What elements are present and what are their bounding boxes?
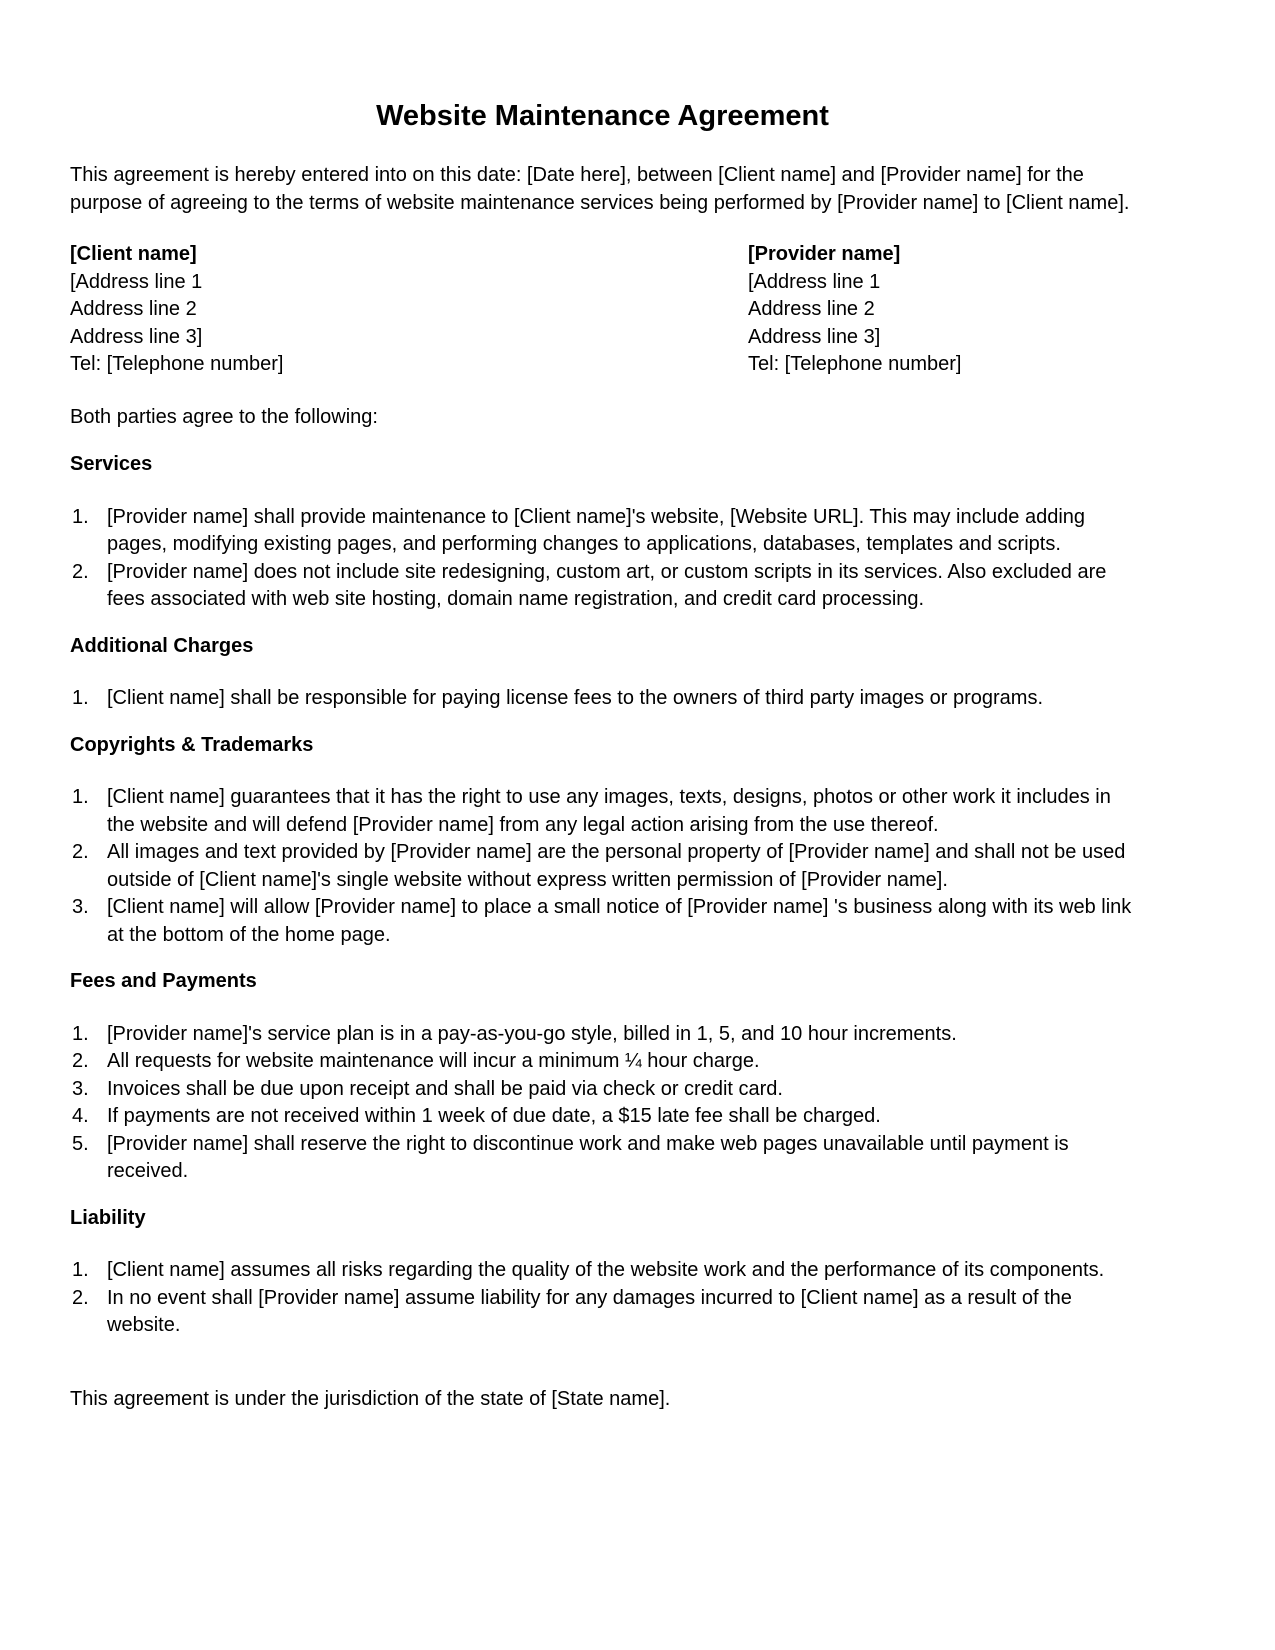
section-heading-fees-payments: Fees and Payments bbox=[70, 970, 257, 992]
list-item: [Provider name] shall provide maintenance to [Client name]'s website, [Website URL]. This may include adding pages, modifying existing pages, and performing changes to applications, databases, templates and scripts. bbox=[107, 505, 1086, 555]
document-title: Website Maintenance Agreement bbox=[376, 100, 829, 132]
services-list bbox=[70, 504, 1135, 614]
list-item: In no event shall [Provider name] assume liability for any damages incurred to [Client name] as a result of the website. bbox=[107, 1286, 1072, 1336]
agreement-lead-in: Both parties agree to the following: bbox=[70, 405, 378, 428]
section-heading-services: Services bbox=[70, 453, 153, 475]
client-party-block bbox=[70, 241, 748, 379]
liability-list bbox=[70, 1257, 1135, 1340]
client-telephone: Tel: [Telephone number] bbox=[70, 353, 284, 375]
list-item: [Provider name]'s service plan is in a pay-as-you-go style, billed in 1, 5, and 10 hour increments. bbox=[107, 1022, 957, 1045]
list-item: [Client name] assumes all risks regarding the quality of the website work and the performance of its components. bbox=[107, 1259, 1105, 1281]
provider-address-line: Address line 2 bbox=[748, 298, 875, 320]
client-name: [Client name] bbox=[70, 243, 197, 265]
client-address-line: [Address line 1 bbox=[70, 270, 203, 293]
client-address-line: Address line 3] bbox=[70, 325, 203, 348]
list-item: [Client name] guarantees that it has the right to use any images, texts, designs, photos or other work it includes in the website and will defend [Provider name] from any legal action arising from the use thereof. bbox=[107, 786, 1111, 836]
intro-paragraph: This agreement is hereby entered into on this date: [Date here], between [Client name] and [Provider name] for the purpose of agreeing to the terms of website maintenance services being performed by [Provider name] to [Client name]. bbox=[70, 164, 1130, 214]
fees-payments-list bbox=[70, 1021, 1135, 1186]
section-heading-additional-charges: Additional Charges bbox=[70, 634, 254, 657]
document-content bbox=[70, 98, 1135, 1413]
list-item: [Provider name] shall reserve the right to discontinue work and make web pages unavailable until payment is received. bbox=[107, 1132, 1069, 1182]
list-item: All requests for website maintenance will incur a minimum ¼ hour charge. bbox=[107, 1050, 760, 1072]
jurisdiction-line: This agreement is under the jurisdiction of the state of [State name]. bbox=[70, 1387, 671, 1410]
list-item: [Client name] will allow [Provider name] to place a small notice of [Provider name] 's business along with its web link at the bottom of the home page. bbox=[107, 896, 1132, 946]
section-heading-copyrights-trademarks: Copyrights & Trademarks bbox=[70, 733, 314, 756]
provider-name: [Provider name] bbox=[748, 243, 901, 265]
client-address-line: Address line 2 bbox=[70, 298, 197, 320]
list-item: If payments are not received within 1 week of due date, a $15 late fee shall be charged. bbox=[107, 1105, 881, 1127]
list-item: [Client name] shall be responsible for paying license fees to the owners of third party images or programs. bbox=[107, 687, 1044, 709]
list-item: All images and text provided by [Provider name] are the personal property of [Provider name] and shall not be used outside of [Client name]'s single website without express written permission of [Provider name]. bbox=[107, 841, 1126, 891]
provider-telephone: Tel: [Telephone number] bbox=[748, 353, 962, 375]
parties-block bbox=[70, 241, 1135, 379]
section-heading-liability: Liability bbox=[70, 1206, 146, 1229]
list-item: Invoices shall be due upon receipt and shall be paid via check or credit card. bbox=[107, 1077, 783, 1100]
provider-address-line: Address line 3] bbox=[748, 325, 881, 348]
provider-address-line: [Address line 1 bbox=[748, 270, 881, 293]
provider-party-block bbox=[748, 241, 1135, 379]
additional-charges-list bbox=[70, 685, 1135, 713]
list-item: [Provider name] does not include site redesigning, custom art, or custom scripts in its services. Also excluded are fees associated with web site hosting, domain name registration, and credit card processing. bbox=[107, 560, 1107, 610]
copyrights-trademarks-list bbox=[70, 784, 1135, 949]
